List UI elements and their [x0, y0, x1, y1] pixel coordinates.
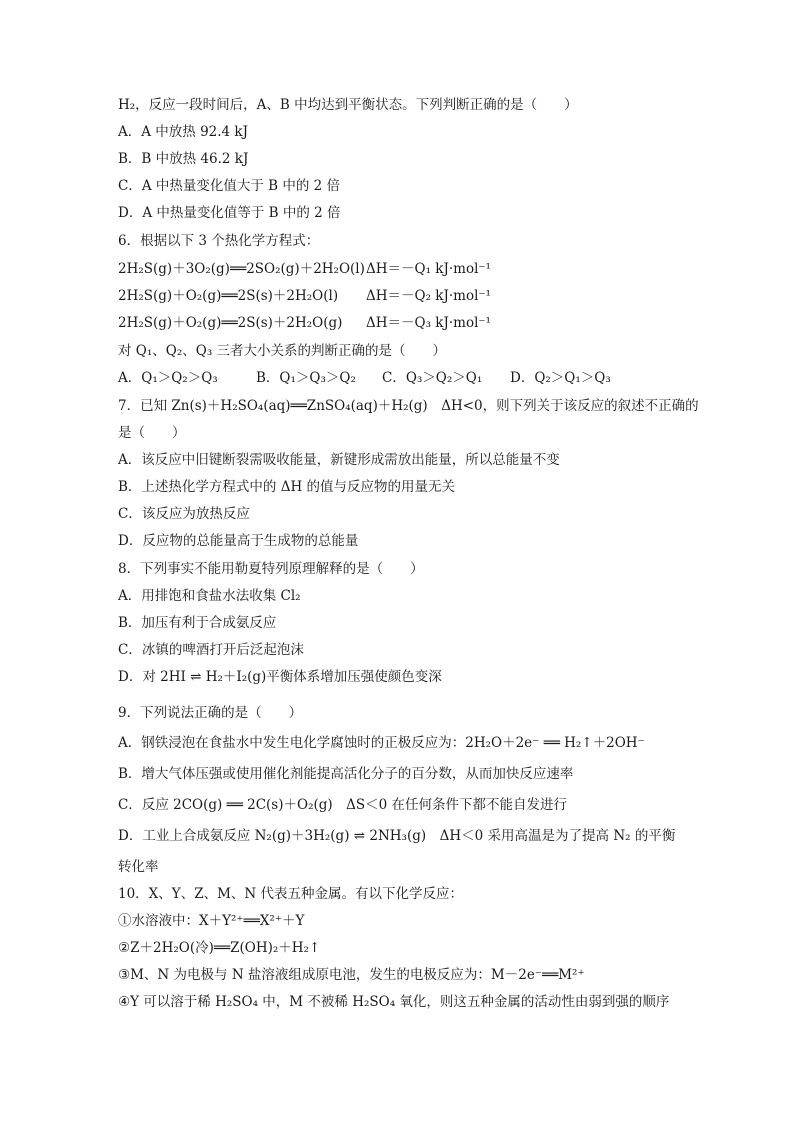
q6-option-c: C．Q₃＞Q₂＞Q₁ — [382, 370, 483, 386]
q10-item-3: ③M、N 为电极与 N 盐溶液组成原电池，发生的电极反应为：M－2e⁻══M²⁺ — [118, 967, 585, 983]
q5-option-a: A．A 中放热 92.4 kJ — [118, 124, 249, 140]
q8-option-a: A．用排饱和食盐水法收集 Cl₂ — [118, 588, 301, 604]
q5-stem-tail: H₂，反应一段时间后，A、B 中均达到平衡状态。下列判断正确的是（ ） — [118, 97, 578, 113]
q7-stem-line2: 是（ ） — [118, 425, 186, 441]
q9-option-c: C．反应 2CO(g) ══ 2C(s)＋O₂(g) ΔS＜0 在任何条件下都不能自发进行 — [118, 797, 568, 813]
q6-eq1-formula: 2H₂S(g)＋3O₂(g)══2SO₂(g)＋2H₂O(l) — [118, 261, 365, 277]
q8-option-b: B．加压有利于合成氨反应 — [118, 615, 277, 631]
q5-option-c: C．A 中热量变化值大于 B 中的 2 倍 — [118, 178, 341, 194]
q7-stem-line1: 7．已知 Zn(s)＋H₂SO₄(aq)══ZnSO₄(aq)＋H₂(g) ΔH<0，则下列关于该反应的叙述不正确的 — [118, 398, 699, 414]
q9-option-b: B．增大气体压强或使用催化剂能提高活化分子的百分数，从而加快反应速率 — [118, 766, 574, 782]
q6-equation-2 — [118, 287, 688, 305]
q5-option-b: B．B 中放热 46.2 kJ — [118, 151, 249, 167]
q9-option-a: A．钢铁浸泡在食盐水中发生电化学腐蚀时的正极反应为：2H₂O＋2e⁻ ══ H₂↑＋2OH⁻ — [118, 735, 645, 751]
q8-option-d: D．对 2HI ⇌ H₂＋I₂(g)平衡体系增加压强使颜色变深 — [118, 669, 442, 685]
q5-option-d: D．A 中热量变化值等于 B 中的 2 倍 — [118, 205, 341, 221]
q10-item-1: ①水溶液中：X＋Y²⁺══X²⁺＋Y — [118, 913, 305, 929]
q6-option-b: B．Q₁＞Q₃＞Q₂ — [256, 370, 356, 386]
q10-item-2: ②Z＋2H₂O(冷)══Z(OH)₂＋H₂↑ — [118, 940, 321, 956]
q6-eq2-enthalpy: ΔH＝－Q₂ kJ·mol⁻¹ — [366, 288, 491, 304]
q9-stem: 9．下列说法正确的是（ ） — [118, 705, 303, 721]
q6-stem: 6．根据以下 3 个热化学方程式： — [118, 233, 320, 249]
q7-option-b: B．上述热化学方程式中的 ΔH 的值与反应物的用量无关 — [118, 479, 456, 495]
q10-item-4: ④Y 可以溶于稀 H₂SO₄ 中，M 不被稀 H₂SO₄ 氧化，则这五种金属的活动性由弱到强的顺序 — [118, 994, 670, 1010]
q6-eq1-enthalpy: ΔH＝－Q₁ kJ·mol⁻¹ — [366, 261, 491, 277]
q8-option-c: C．冰镇的啤酒打开后泛起泡沫 — [118, 642, 304, 658]
q8-stem: 8．下列事实不能用勒夏特列原理解释的是（ ） — [118, 561, 424, 577]
q6-equation-3 — [118, 314, 688, 332]
q9-option-d: D．工业上合成氨反应 N₂(g)＋3H₂(g) ⇌ 2NH₃(g) ΔH＜0 采用高温是为了提高 N₂ 的平衡 — [118, 828, 676, 844]
q7-option-d: D．反应物的总能量高于生成物的总能量 — [118, 533, 359, 549]
q9-option-d-tail: 转化率 — [118, 859, 159, 875]
q6-eq3-enthalpy: ΔH＝－Q₃ kJ·mol⁻¹ — [366, 315, 491, 331]
q6-option-a: A．Q₁＞Q₂＞Q₃ — [118, 370, 218, 386]
q6-option-d: D．Q₂＞Q₁＞Q₃ — [510, 370, 611, 386]
q6-eq3-formula: 2H₂S(g)＋O₂(g)══2S(s)＋2H₂O(g) — [118, 315, 343, 331]
q7-option-c: C．该反应为放热反应 — [118, 506, 250, 522]
q6-equation-1 — [118, 260, 688, 278]
q6-eq2-formula: 2H₂S(g)＋O₂(g)══2S(s)＋2H₂O(l) — [118, 288, 339, 304]
q7-option-a: A．该反应中旧键断裂需吸收能量，新键形成需放出能量，所以总能量不变 — [118, 452, 560, 468]
q10-stem: 10．X、Y、Z、M、N 代表五种金属。有以下化学反应： — [118, 886, 464, 902]
q6-question: 对 Q₁、Q₂、Q₃ 三者大小关系的判断正确的是（ ） — [118, 343, 447, 359]
